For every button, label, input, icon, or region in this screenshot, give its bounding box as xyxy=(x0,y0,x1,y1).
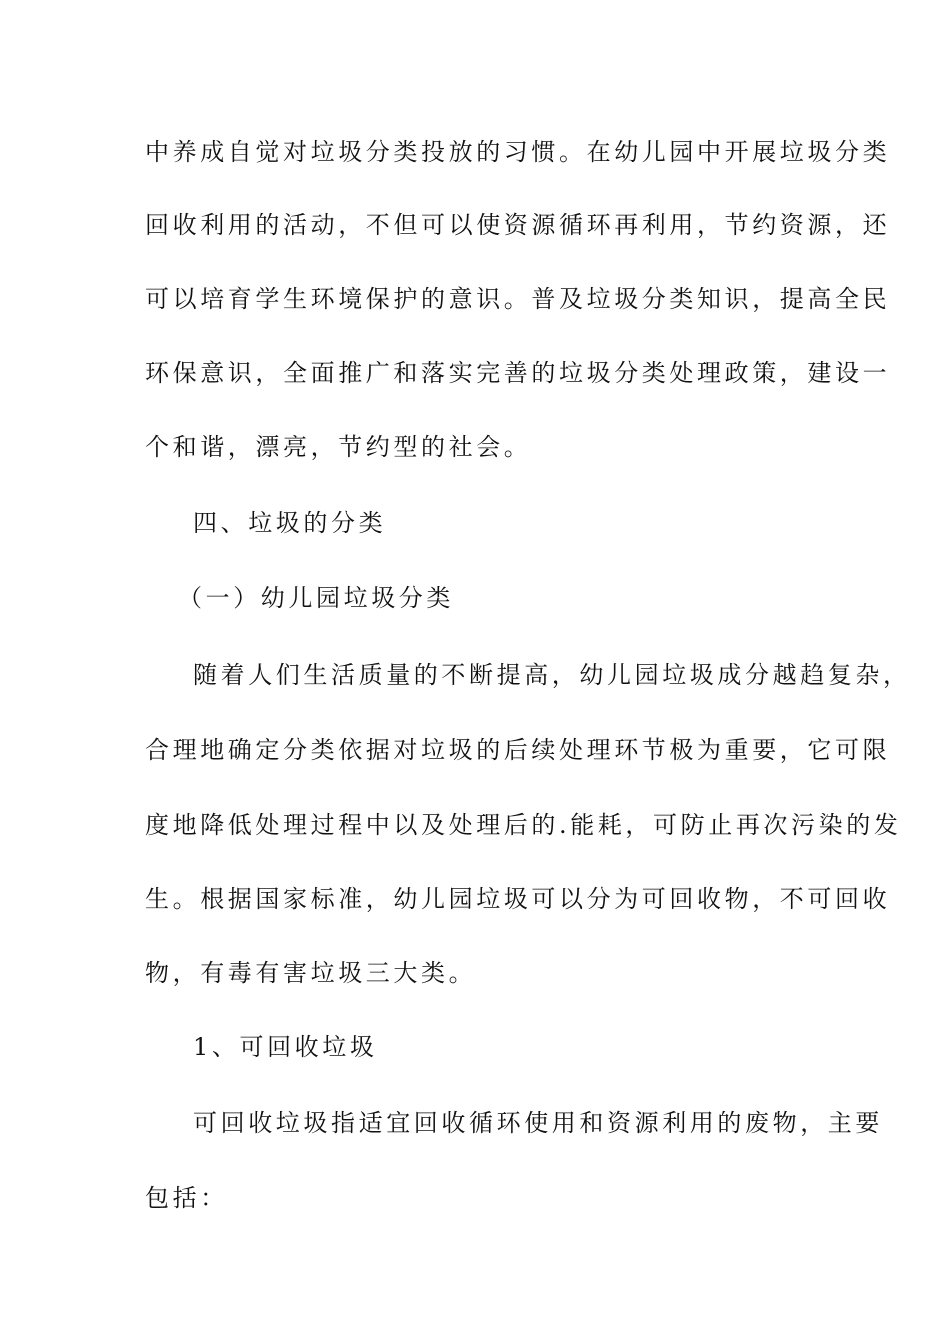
paragraph-line: 随着人们生活质量的不断提高，幼儿园垃圾成分越趋复杂， xyxy=(193,661,911,689)
paragraph-line: 合理地确定分类依据对垃圾的后续处理环节极为重要，它可限 xyxy=(145,736,891,764)
paragraph-line: 中养成自觉对垃圾分类投放的习惯。在幼儿园中开展垃圾分类 xyxy=(145,138,891,166)
paragraph-line: 生。根据国家标准，幼儿园垃圾可以分为可回收物，不可回收 xyxy=(145,885,891,913)
paragraph-line: 可回收垃圾指适宜回收循环使用和资源利用的废物，主要 xyxy=(193,1109,883,1137)
paragraph-line: 可以培育学生环境保护的意识。普及垃圾分类知识，提高全民 xyxy=(145,285,891,313)
paragraph-line: 个和谐，漂亮，节约型的社会。 xyxy=(145,433,532,461)
subsection-heading: （一）幼儿园垃圾分类 xyxy=(178,584,454,612)
paragraph-line: 包括： xyxy=(145,1184,228,1212)
paragraph-line: 环保意识，全面推广和落实完善的垃圾分类处理政策，建设一 xyxy=(145,359,891,387)
paragraph-line: 物，有毒有害垃圾三大类。 xyxy=(145,959,477,987)
paragraph-line: 回收利用的活动，不但可以使资源循环再利用，节约资源，还 xyxy=(145,211,891,239)
section-heading: 四、垃圾的分类 xyxy=(193,509,387,537)
item-heading: 1、可回收垃圾 xyxy=(193,1033,378,1061)
paragraph-line: 度地降低处理过程中以及处理后的.能耗，可防止再次污染的发 xyxy=(145,811,902,839)
